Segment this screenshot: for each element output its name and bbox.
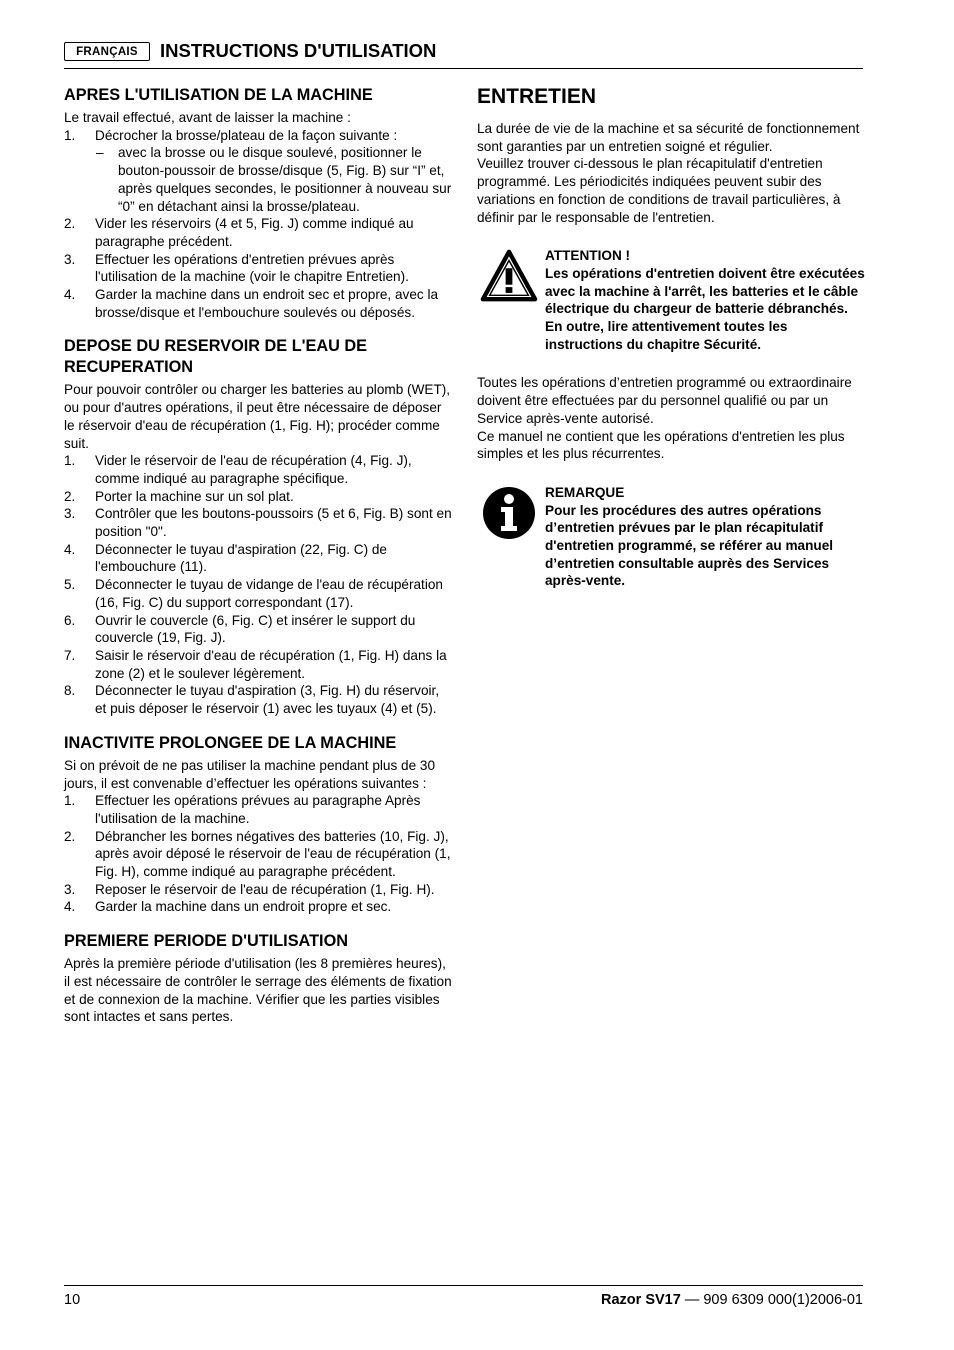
list-item: 6. Ouvrir le couvercle (6, Fig. C) et insérer le support du couvercle (19, Fig. J). <box>64 612 416 646</box>
inactivity-steps <box>64 792 454 916</box>
list-item: – avec la brosse ou le disque soulevé, positionner le bouton-poussoir de brosse/disque (5, Fig. B) sur “I” et, après quelques secondes, le positionner à nouveau sur “0” en détachant ainsi la brosse/plateau. <box>96 145 452 214</box>
list-item: 4. Garder la machine dans un endroit propre et sec. <box>64 899 392 915</box>
language-badge: FRANÇAIS <box>64 42 150 61</box>
warning-line-2: En outre, lire attentivement toutes les instructions du chapitre Sécurité. <box>545 319 788 352</box>
maintenance-body-2: Ce manuel ne contient que les opérations d'entretien les plus simples et les plus récurrentes. <box>477 428 845 462</box>
page-header <box>64 40 863 69</box>
note-title: REMARQUE <box>545 484 625 500</box>
list-item: 7. Saisir le réservoir d'eau de récupération (1, Fig. H) dans la zone (2) et le soulever légèrement. <box>64 647 447 681</box>
list-item: 4. Déconnecter le tuyau d'aspiration (22, Fig. C) de l'embouchure (11). <box>64 541 387 575</box>
header-title: INSTRUCTIONS D'UTILISATION <box>160 40 437 61</box>
section-title-inactivity: INACTIVITE PROLONGEE DE LA MACHINE <box>64 733 397 752</box>
section-title-maintenance: ENTRETIEN <box>477 85 597 108</box>
list-item: 2. Porter la machine sur un sol plat. <box>64 488 294 504</box>
list-item: 1. Vider le réservoir de l'eau de récupération (4, Fig. J), comme indiqué au paragraphe spécifique. <box>64 453 412 486</box>
info-icon <box>482 486 536 540</box>
list-item: 2. Vider les réservoirs (4 et 5, Fig. J) comme indiqué au paragraphe précédent. <box>64 216 414 249</box>
list-item: 2. Débrancher les bornes négatives des batteries (10, Fig. J), après avoir déposé le réservoir de l'eau de récupération (1, Fig. H), comme indiqué au paragraphe précédent. <box>64 828 451 880</box>
section-title-after-use: APRES L'UTILISATION DE LA MACHINE <box>64 86 373 104</box>
model-name: Razor SV17 <box>601 1292 681 1308</box>
list-item: 3. Effectuer les opérations d'entretien prévues après l'utilisation de la machine (voir le chapitre Entretien). <box>64 251 409 285</box>
after-use-steps <box>64 127 454 322</box>
list-item: 5. Déconnecter le tuyau de vidange de l'eau de récupération (16, Fig. C) du support correspondant (17). <box>64 577 443 610</box>
tank-removal-steps <box>64 452 454 718</box>
list-item: 1. Effectuer les opérations prévues au paragraphe Après l'utilisation de la machine. <box>64 793 421 826</box>
list-item: 8. Déconnecter le tuyau d'aspiration (3, Fig. H) du réservoir, et puis déposer le réservoir (1) avec les tuyaux (4) et (5). <box>64 683 440 717</box>
first-use-text: Après la première période d'utilisation (les 8 premières heures), il est nécessaire de contrôler le serrage des éléments de fixation et de connexion de la machine. Vérifier que les parties visibles sont intactes et sans pertes. <box>64 956 452 1025</box>
reference-code: — 909 6309 000(1)2006-01 <box>680 1292 863 1308</box>
inactivity-intro: Si on prévoit de ne pas utiliser la machine pendant plus de 30 jours, il est convenable d’effectuer les opérations suivantes : <box>64 757 436 791</box>
tank-removal-intro: Pour pouvoir contrôler ou charger les batteries au plomb (WET), ou pour d'autres opérations, il peut être nécessaire de déposer le réservoir d'eau de récupération (1, Fig. H); procéder comme suit. <box>64 382 451 451</box>
list-item: 1. Décrocher la brosse/plateau de la façon suivante : – avec la brosse ou le disque soulevé, positionner le bouton-poussoir de brosse/disque (5, Fig. B) sur “I” et, après quelques secondes, le positionner à nouveau sur “0” en détachant ainsi la brosse/plateau. <box>64 127 454 216</box>
list-item: 3. Reposer le réservoir de l'eau de récupération (1, Fig. H). <box>64 881 435 897</box>
warning-notice <box>477 247 865 353</box>
section-title-tank-removal: DEPOSE DU RESERVOIR DE L'EAU DE RECUPERATION <box>64 337 368 377</box>
list-item: 4. Garder la machine dans un endroit sec et propre, avec la brosse/disque et l'embouchure soulevés ou déposés. <box>64 287 439 320</box>
page-number: 10 <box>64 1292 81 1308</box>
note-notice <box>477 484 865 590</box>
right-column <box>477 85 865 590</box>
list-item: 3. Contrôler que les boutons-poussoirs (5 et 6, Fig. B) sont en position "0". <box>64 506 452 540</box>
section-title-first-use: PREMIERE PERIODE D'UTILISATION <box>64 932 348 951</box>
left-column <box>64 85 454 1026</box>
warning-triangle-icon <box>480 247 538 305</box>
after-use-substeps <box>95 144 454 215</box>
warning-title: ATTENTION ! <box>545 248 631 264</box>
document-reference <box>601 1292 863 1308</box>
maintenance-intro-1: La durée de vie de la machine et sa sécurité de fonctionnement sont garanties par un entretien soigné et régulier. <box>477 121 860 154</box>
note-text: Pour les procédures des autres opérations d’entretien prévues par le plan récapitulatif d'entretien programmé, se référer au manuel d’entretien consultable auprès des Services après-vente. <box>545 502 834 589</box>
page-footer <box>64 1285 863 1326</box>
maintenance-intro-2: Veuillez trouver ci-dessous le plan récapitulatif d'entretien programmé. Les périodicités indiquées peuvent subir des variations en fonction de conditions de travail particulières, à définir par le responsable de l'entretien. <box>477 156 841 225</box>
warning-line-1: Les opérations d'entretien doivent être exécutées avec la machine à l'arrêt, les batteries et le câble électrique du chargeur de batterie débranchés. <box>545 265 865 317</box>
after-use-intro: Le travail effectué, avant de laisser la machine : <box>64 110 351 125</box>
maintenance-body-1: Toutes les opérations d’entretien programmé ou extraordinaire doivent être effectuées par du personnel qualifié ou par un Service après-vente autorisé. <box>477 375 852 426</box>
